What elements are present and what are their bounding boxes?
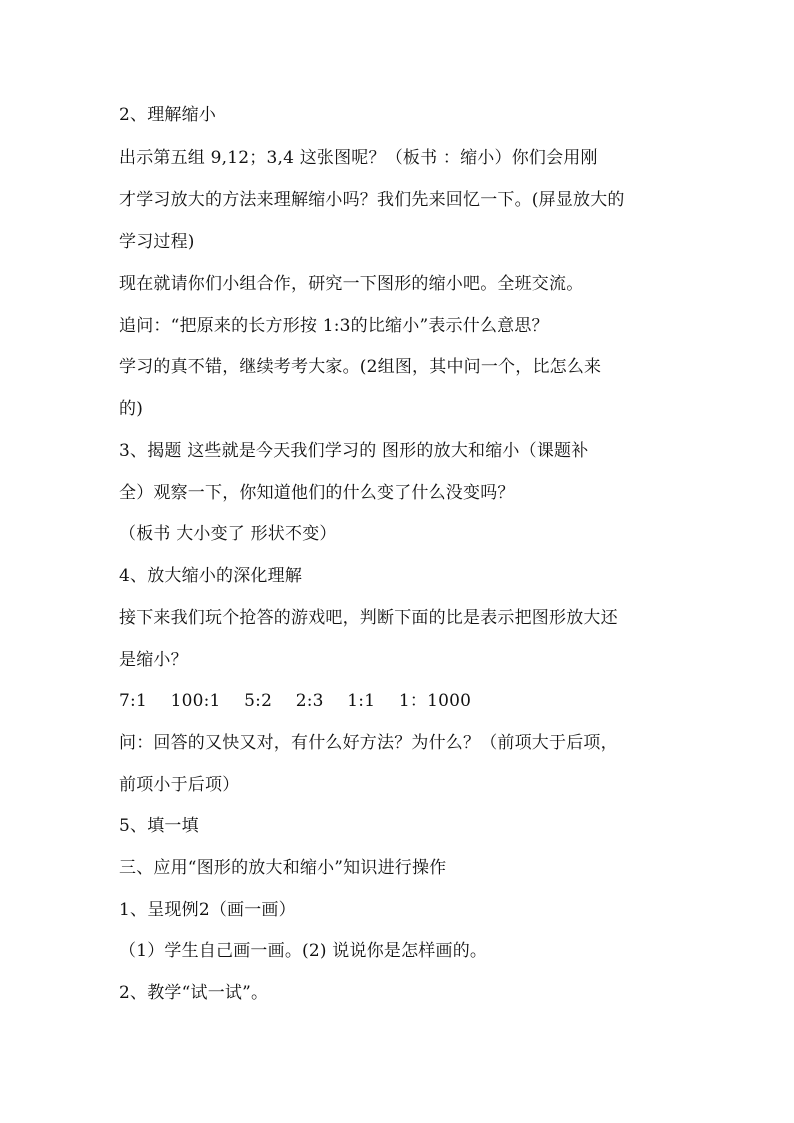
paragraph-line: 1、呈现例2（画一画） [119, 900, 296, 920]
section-heading-understand-shrink: 2、理解缩小 [119, 105, 217, 125]
paragraph-line: 前项小于后项） [119, 775, 240, 795]
paragraph-line: 是缩小？ [119, 650, 188, 670]
paragraph-line: 现在就请你们小组合作，研究一下图形的缩小吧。全班交流。 [119, 274, 584, 294]
paragraph-line: （板书 大小变了 形状不变） [119, 524, 337, 544]
paragraph-line: （1）学生自己画一画。(2) 说说你是怎样画的。 [119, 941, 488, 961]
paragraph-line: 问：回答的又快又对，有什么好方法？为什么？（前项大于后项， [119, 733, 618, 753]
paragraph-line: 的) [119, 399, 144, 419]
paragraph-line: 才学习放大的方法来理解缩小吗？我们先来回忆一下。(屏显放大的 [119, 190, 625, 210]
section-heading-deepen-understanding: 4、放大缩小的深化理解 [119, 566, 303, 586]
section-heading-reveal-topic: 3、揭题 这些就是今天我们学习的 图形的放大和缩小（课题补 [119, 441, 589, 461]
paragraph-line: 学习过程) [119, 232, 195, 252]
ratio-list: 7:1 100:1 5:2 2:3 1:1 1：1000 [119, 691, 472, 711]
paragraph-line: 2、教学“试一试”。 [119, 983, 269, 1003]
paragraph-line: 全）观察一下，你知道他们的什么变了什么没变吗？ [119, 483, 515, 503]
section-heading-fill-in: 5、填一填 [119, 816, 199, 836]
paragraph-line: 出示第五组 9,12；3,4 这张图呢？（板书 ：缩小）你们会用刚 [119, 148, 598, 168]
paragraph-line: 接下来我们玩个抢答的游戏吧，判断下面的比是表示把图形放大还 [119, 608, 618, 628]
paragraph-line: 学习的真不错，继续考考大家。(2组图，其中问一个，比怎么来 [119, 357, 602, 377]
section-heading-apply: 三、应用“图形的放大和缩小”知识进行操作 [119, 858, 447, 878]
paragraph-line: 追问：“把原来的长方形按 1:3的比缩小”表示什么意思？ [119, 316, 549, 336]
